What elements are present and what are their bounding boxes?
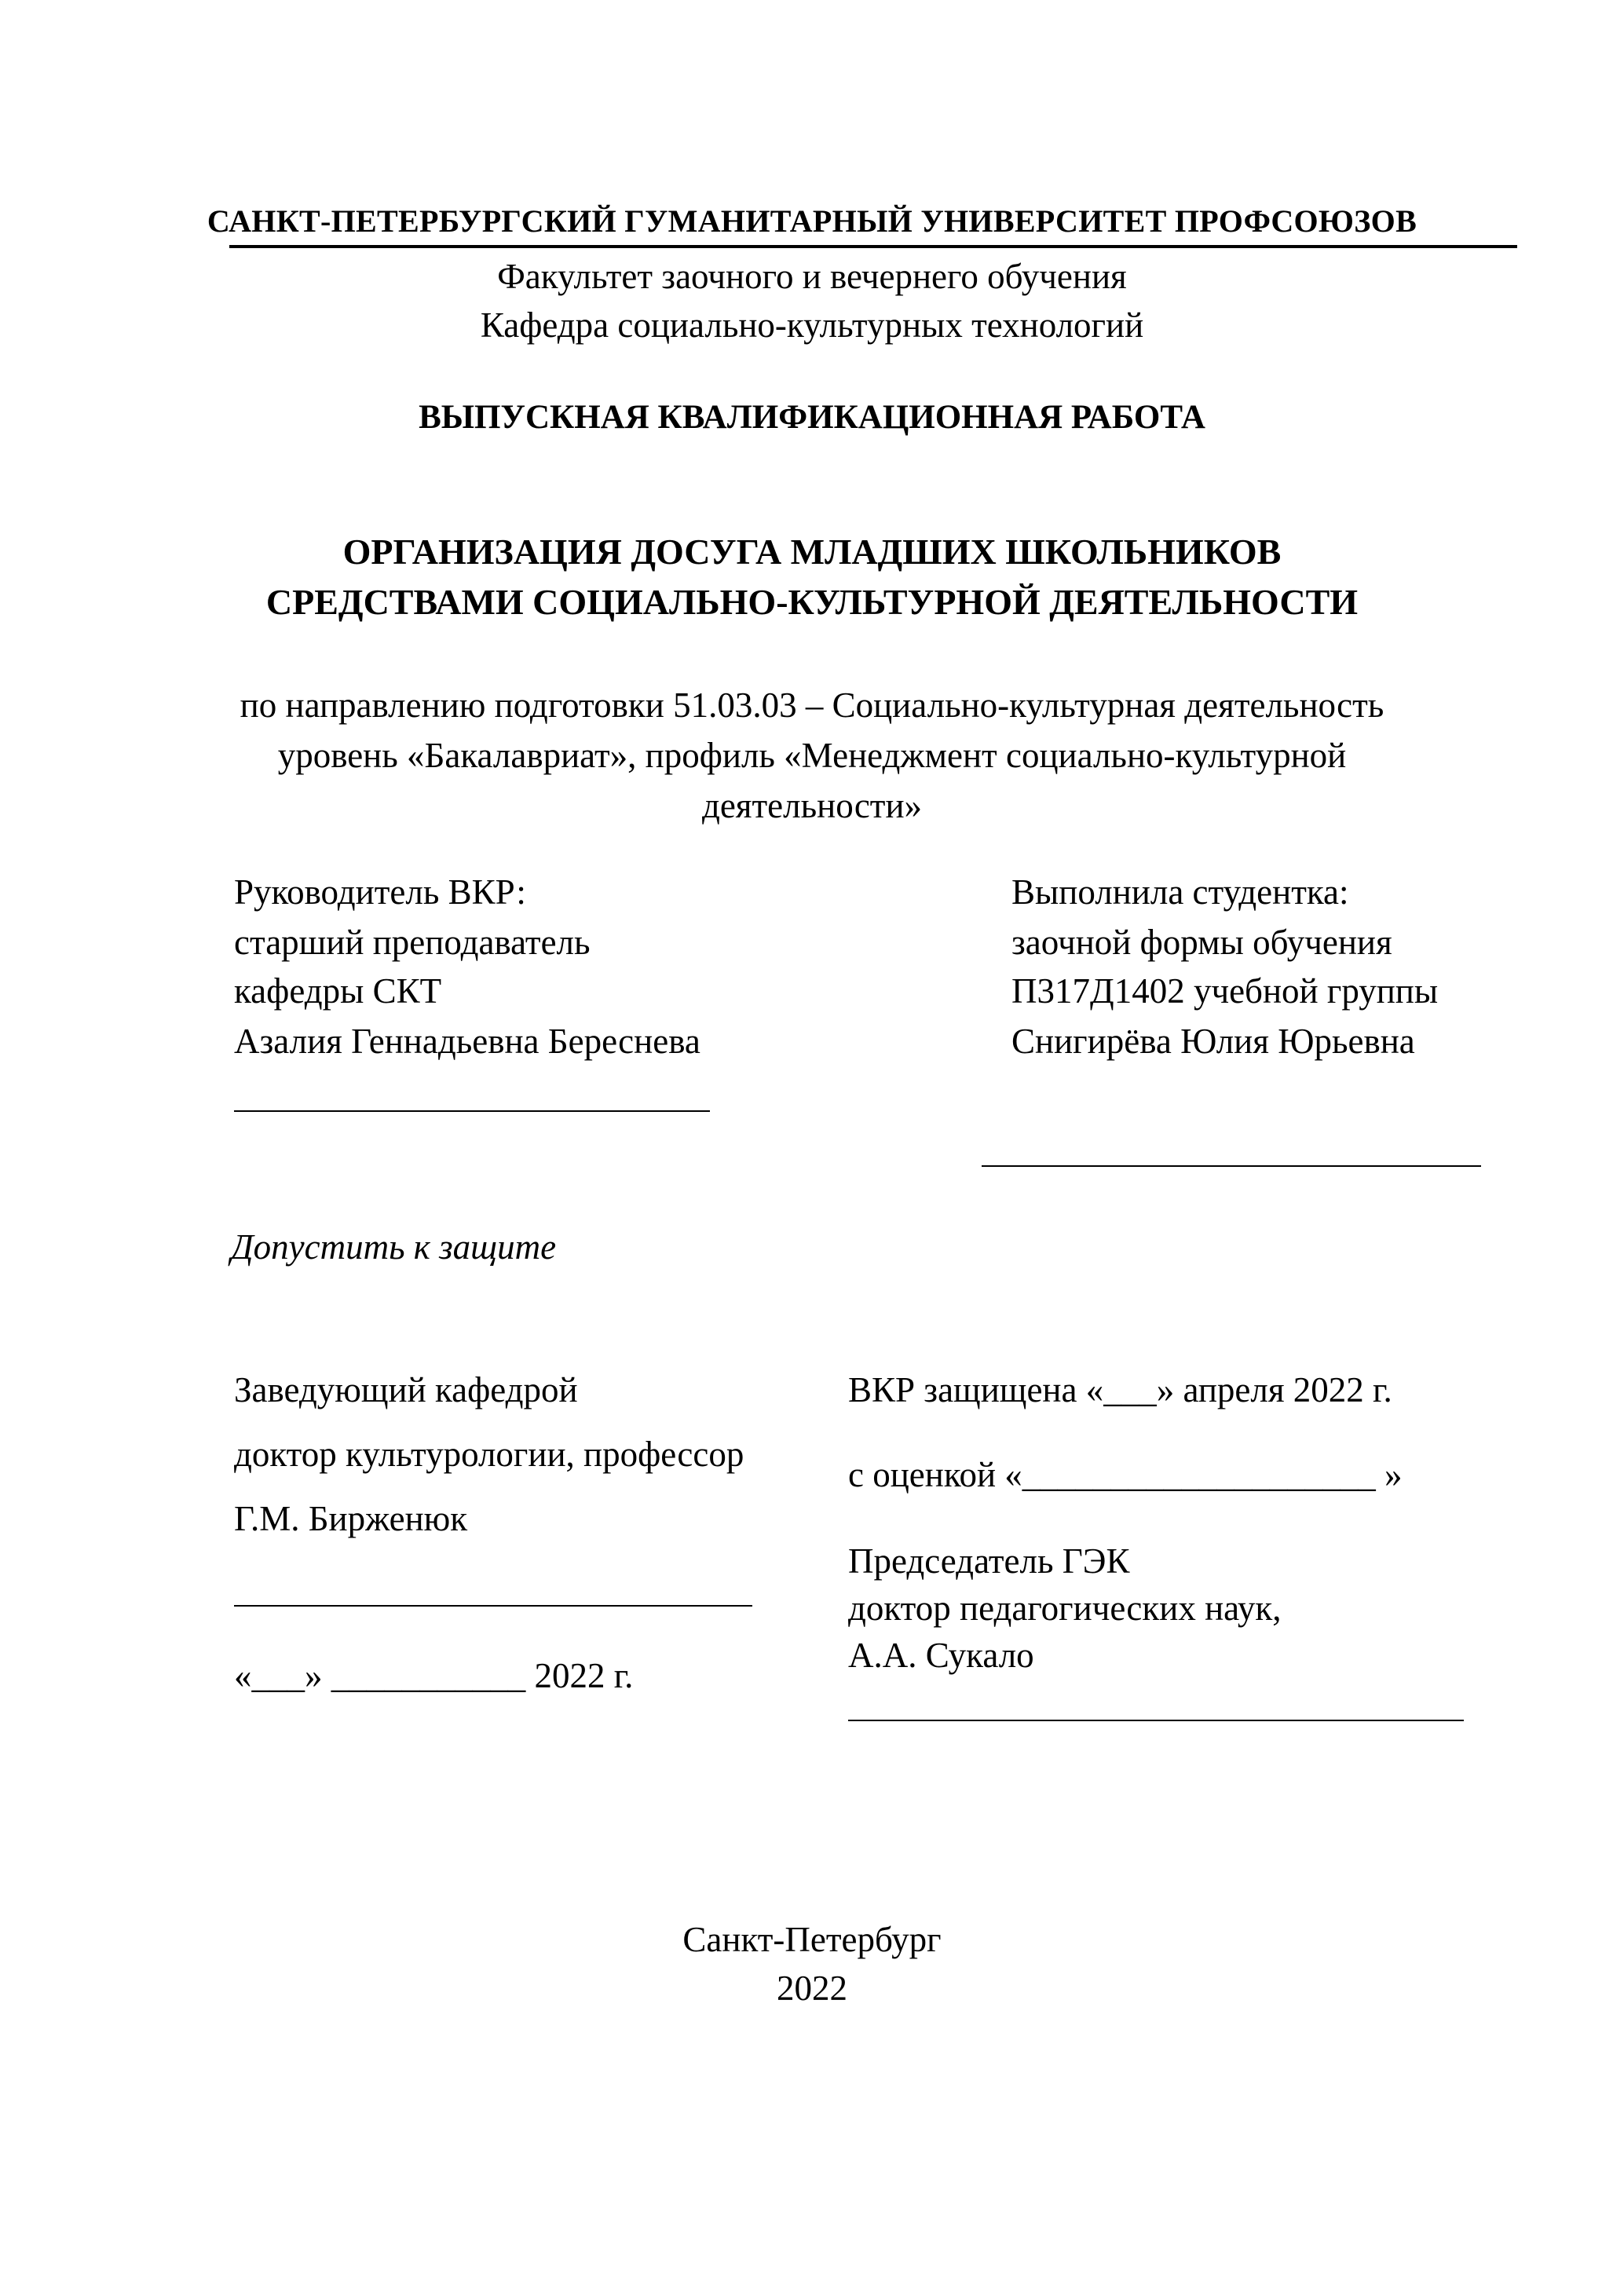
student-group: П317Д1402 учебной группы <box>1011 971 1439 1011</box>
supervisor-heading: Руководитель ВКР: <box>234 872 526 912</box>
student-study-form: заочной формы обучения <box>1011 923 1392 962</box>
student-heading: Выполнила студентка: <box>1011 872 1349 912</box>
head-of-department-title: Заведующий кафедрой <box>234 1370 578 1409</box>
work-type-heading: ВЫПУСКНАЯ КВАЛИФИКАЦИОННАЯ РАБОТА <box>419 399 1205 436</box>
year: 2022 <box>777 1969 847 2008</box>
head-of-department-signature-line <box>234 1605 752 1607</box>
supervisor-name: Азалия Геннадьевна Береснева <box>234 1022 700 1061</box>
head-of-department-date-line: «___» ___________ 2022 г. <box>234 1656 634 1695</box>
commission-chair-signature-line <box>848 1720 1464 1721</box>
university-name: САНКТ-ПЕТЕРБУРГСКИЙ ГУМАНИТАРНЫЙ УНИВЕРСИТЕТ ПРОФСОЮЗОВ <box>207 203 1417 239</box>
direction-line-2: уровень «Бакалавриат», профиль «Менеджмент социально-культурной <box>277 736 1347 775</box>
thesis-title-line-1: ОРГАНИЗАЦИЯ ДОСУГА МЛАДШИХ ШКОЛЬНИКОВ <box>342 532 1282 572</box>
thesis-title-line-2: СРЕДСТВАМИ СОЦИАЛЬНО-КУЛЬТУРНОЙ ДЕЯТЕЛЬНОСТИ <box>265 582 1359 622</box>
direction-line-1: по направлению подготовки 51.03.03 – Социально-культурная деятельность <box>240 686 1384 725</box>
commission-chair-name: А.А. Сукало <box>848 1636 1034 1675</box>
supervisor-signature-line <box>234 1110 710 1112</box>
supervisor-position: старший преподаватель <box>234 923 591 962</box>
commission-chair-degree: доктор педагогических наук, <box>848 1589 1282 1628</box>
student-signature-line <box>982 1165 1481 1167</box>
defense-date-line: ВКР защищена «___» апреля 2022 г. <box>848 1370 1392 1409</box>
head-of-department-name: Г.М. Бирженюк <box>234 1499 468 1538</box>
defense-grade-line: с оценкой «____________________ » <box>848 1455 1403 1494</box>
commission-chair-title: Председатель ГЭК <box>848 1541 1130 1581</box>
city: Санкт-Петербург <box>682 1920 942 1959</box>
admission-label: Допустить к защите <box>231 1227 557 1267</box>
header-divider <box>229 245 1517 248</box>
supervisor-department: кафедры СКТ <box>234 971 442 1011</box>
direction-line-3: деятельности» <box>701 786 923 825</box>
head-of-department-degree: доктор культурологии, профессор <box>234 1435 744 1474</box>
student-name: Снигирёва Юлия Юрьевна <box>1011 1022 1415 1061</box>
department-name: Кафедра социально-культурных технологий <box>480 305 1144 345</box>
faculty-name: Факультет заочного и вечернего обучения <box>497 257 1127 296</box>
